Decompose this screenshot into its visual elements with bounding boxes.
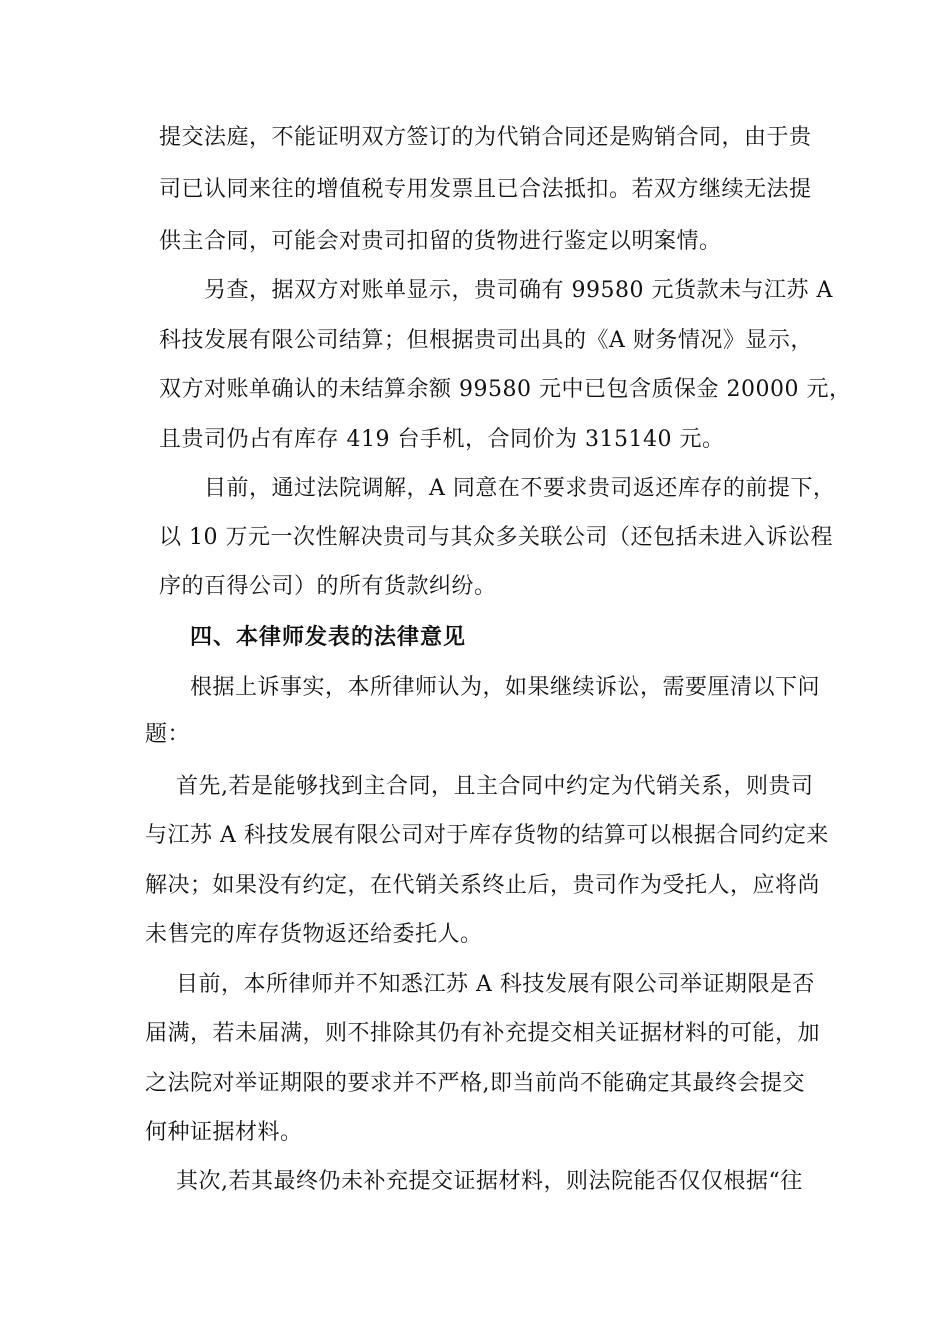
paragraph-line: 序的百得公司）的所有货款纠纷。 bbox=[159, 574, 497, 599]
paragraph-line: 解决；如果没有约定，在代销关系终止后，贵司作为受托人，应将尚 bbox=[145, 873, 821, 898]
paragraph-line: 与江苏 A 科技发展有限公司对于库存货物的结算可以根据合同约定来 bbox=[145, 823, 829, 848]
paragraph-line: 提交法庭，不能证明双方签订的为代销合同还是购销合同，由于贵 bbox=[159, 125, 812, 150]
paragraph-line: 其次,若其最终仍未补充提交证据材料，则法院能否仅仅根据“往 bbox=[176, 1169, 803, 1194]
paragraph-line: 且贵司仍占有库存 419 台手机，合同价为 315140 元。 bbox=[159, 427, 725, 452]
paragraph-line: 目前，通过法院调解，A 同意在不要求贵司返还库存的前提下， bbox=[204, 476, 836, 501]
paragraph-line: 根据上诉事实，本所律师认为，如果继续诉讼，需要厘清以下问 bbox=[190, 675, 821, 700]
paragraph-line: 何种证据材料。 bbox=[145, 1120, 303, 1145]
paragraph-line: 以 10 万元一次性解决贵司与其众多关联公司（还包括未进入诉讼程 bbox=[159, 525, 833, 550]
paragraph-line: 题： bbox=[145, 722, 191, 747]
paragraph-line: 双方对账单确认的未结算余额 99580 元中已包含质保金 20000 元， bbox=[159, 377, 852, 402]
section-heading: 四、本律师发表的法律意见 bbox=[190, 625, 467, 650]
paragraph-line: 另查，据双方对账单显示，贵司确有 99580 元货款未与江苏 A bbox=[204, 278, 833, 303]
paragraph-line: 司已认同来往的增值税专用发票且已合法抵扣。若双方继续无法提 bbox=[159, 177, 812, 202]
paragraph-line: 未售完的库存货物返还给委托人。 bbox=[145, 922, 483, 947]
paragraph-line: 首先,若是能够找到主合同，且主合同中约定为代销关系，则贵司 bbox=[176, 774, 814, 799]
paragraph-line: 届满，若未届满，则不排除其仍有补充提交相关证据材料的可能，加 bbox=[145, 1021, 821, 1046]
paragraph-line: 供主合同，可能会对贵司扣留的货物进行鉴定以明案情。 bbox=[159, 229, 722, 254]
paragraph-line: 目前，本所律师并不知悉江苏 A 科技发展有限公司举证期限是否 bbox=[176, 972, 815, 997]
paragraph-line: 之法院对举证期限的要求并不严格,即当前尚不能确定其最终会提交 bbox=[145, 1071, 805, 1096]
paragraph-line: 科技发展有限公司结算；但根据贵司出具的《A 财务情况》显示， bbox=[159, 328, 813, 353]
